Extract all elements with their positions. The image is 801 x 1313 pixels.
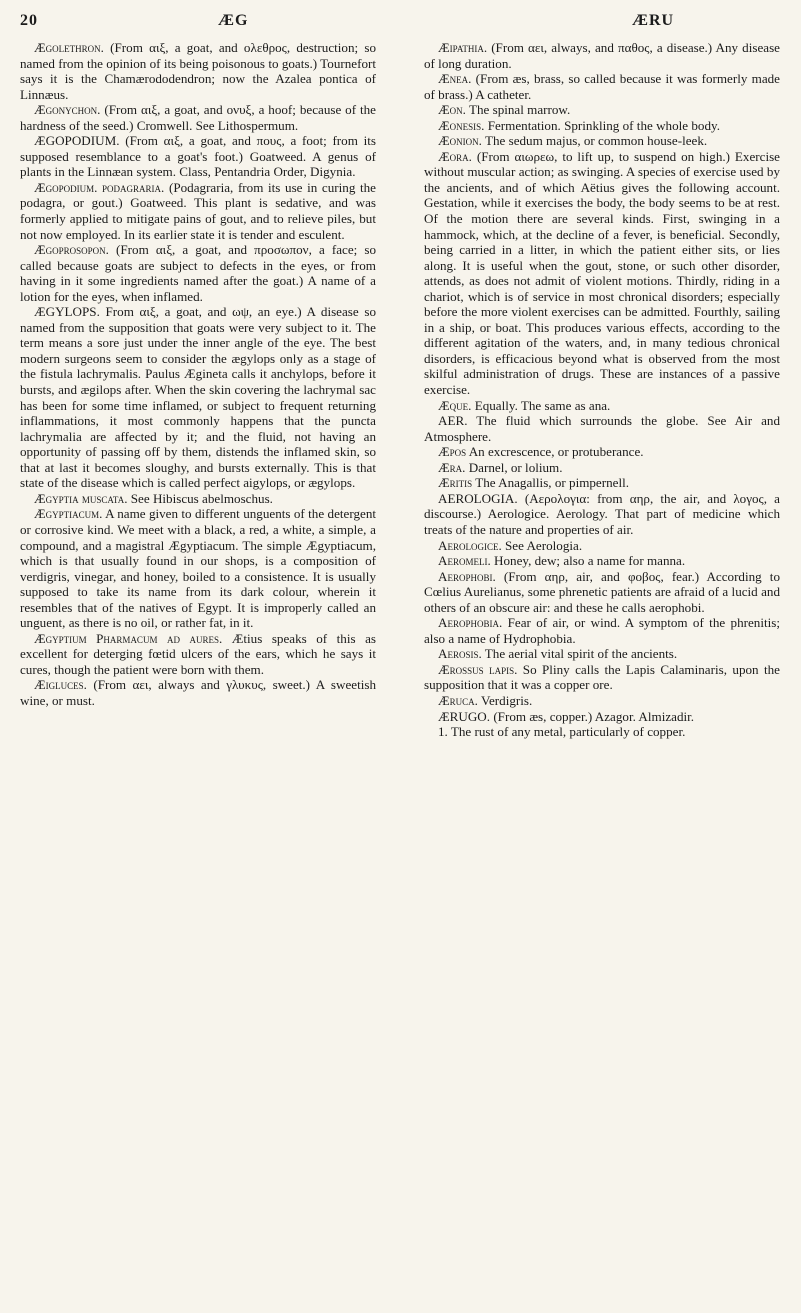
- dictionary-entry: [424, 413, 780, 444]
- entry-text: Ætius speaks of this as excellent for deterging fœtid ulcers of the ears, which he says it cures, though the patient were born with them.: [20, 630, 376, 677]
- dictionary-entry: [20, 242, 376, 304]
- entry-text: The aerial vital spirit of the ancients.: [484, 646, 678, 662]
- left-column: [20, 40, 376, 709]
- entry-text: (Podagraria, from its use in curing the podagra, or gout.) Goatweed. This plant is sedative, and was formerly applied to mitigate pains of gout, and to relieve piles, but not now employed. In its earlier state it is tender and esculent.: [20, 179, 376, 242]
- entry-text: Fermentation. Sprinkling of the whole body.: [487, 117, 720, 133]
- entry-term: Æruca.: [438, 692, 478, 708]
- entry-text: See Aerologia.: [505, 537, 583, 553]
- entry-term: Aerologice.: [438, 537, 502, 553]
- entry-text: (From αηρ, air, and φοβος, fear.) According to Cœlius Aurelianus, some phrenetic patients are afraid of a lucid and others of an obscure air: and these he calls aerophobi.: [424, 568, 780, 615]
- entry-term: Æipathia.: [438, 40, 488, 55]
- entry-term: Ægyptium Pharmacum ad aures.: [34, 630, 223, 646]
- entry-term: Ægoprosopon.: [34, 242, 109, 258]
- entry-term: ÆGOPODIUM.: [34, 133, 120, 149]
- entry-term: Æonion.: [438, 133, 482, 149]
- entry-term: Aerosis.: [438, 646, 482, 662]
- entry-term: Æonesis.: [438, 117, 485, 133]
- dictionary-entry: [424, 693, 780, 709]
- dictionary-entry: [424, 71, 780, 102]
- entry-text: (From αιξ, a goat, and ονυξ, a hoof; because of the hardness of the seed.) Cromwell. See Lithospermum.: [20, 102, 376, 133]
- dictionary-entry: [424, 475, 780, 491]
- entry-term: Æora.: [438, 148, 472, 164]
- dictionary-entry: [424, 538, 780, 554]
- entry-term: Aerophobia.: [438, 615, 503, 631]
- entry-term: Aerophobi.: [438, 568, 496, 584]
- entry-term: Æritis: [438, 475, 473, 491]
- dictionary-entry: [424, 491, 780, 538]
- entry-term: Æon.: [438, 102, 466, 118]
- dictionary-entry: [424, 646, 780, 662]
- entry-text: See Hibiscus abelmoschus.: [130, 490, 273, 506]
- entry-text: (From αιξ, a goat, and πους, a foot; from its supposed resemblance to a goat's foot.) Goatweed. A genus of plants in the Linnæan system. Class, Pentandria Order, Digynia.: [20, 133, 376, 180]
- entry-term: ÆRUGO.: [438, 708, 491, 724]
- entry-text: (From αιξ, a goat, and ολεθρος, destruction; so named from the opinion of its being poisonous to goats.) Tournefort says it is the Chamærododendron; now the Azalea pontica of Linnæus.: [20, 40, 377, 102]
- entry-text: (From æs, brass, so called because it was formerly made of brass.) A catheter.: [424, 71, 780, 102]
- dictionary-entry: [424, 662, 780, 693]
- entry-text: (From αει, always and γλυκυς, sweet.) A sweetish wine, or must.: [20, 677, 376, 708]
- running-header: [20, 6, 761, 34]
- dictionary-entry: [20, 40, 376, 102]
- entry-term: Ægopodium. podagraria.: [34, 179, 165, 195]
- entry-text: The fluid which surrounds the globe. See Air and Atmosphere.: [424, 413, 780, 444]
- entry-text: Darnel, or lolium.: [468, 459, 563, 475]
- dictionary-entry: [20, 506, 376, 630]
- entry-text: So Pliny calls the Lapis Calaminaris, upon the supposition that it was a copper ore.: [424, 661, 780, 693]
- entry-text: (From αιωρεω, to lift up, to suspend on high.) Exercise without muscular action; as swinging. A species of exercise used by the ancients, and of which Aëtius gives the following account. Gestation, while it exercises the body, the body seems to be at rest. Of the motion there are several kinds. First, swinging in a hammock, which, at the decline of a fever, is beneficial. Secondly, being carried in a litter, in which the patient either sits, or lies along. It is useful when the gout, stone, or such other disorder, attends, as does not admit of violent motions. Thirdly, riding in a chariot, which is of service in most chronical disorders; especially before the more violent exercises can be admitted. Fourthly, sailing in a ship, or boat. This produces various effects, according to the different agitation of the waters, and, in many tedious chronical disorders, is efficacious beyond what is observed from the most skilful administration of drugs. These are instances of a passive exercise.: [424, 148, 780, 398]
- entry-term: Aeromeli.: [438, 553, 491, 569]
- entry-text: Fear of air, or wind. A symptom of the phrenitis; also a name of Hydrophobia.: [424, 615, 780, 646]
- dictionary-entry: [424, 398, 780, 414]
- entry-text: (Αερολογια: from αηρ, the air, and λογος, a discourse.) Aerologice. Aerology. That part of medicine which treats of the nature and properties of air.: [424, 490, 780, 537]
- dictionary-entry: [424, 40, 780, 71]
- entry-text: Equally. The same as ana.: [474, 397, 611, 413]
- dictionary-entry: [424, 118, 780, 134]
- entry-term: Ænea.: [438, 71, 472, 87]
- dictionary-entry: [424, 102, 780, 118]
- entry-term: Ægonychon.: [34, 102, 101, 118]
- entry-term: AEROLOGIA.: [438, 490, 518, 506]
- right-column: [424, 40, 780, 740]
- dictionary-entry: [424, 724, 780, 740]
- entry-term: Ægolethron.: [34, 40, 104, 55]
- entry-text: The spinal marrow.: [468, 102, 571, 118]
- dictionary-entry: [424, 460, 780, 476]
- dictionary-entry: [424, 569, 780, 616]
- dictionary-entry: [20, 133, 376, 180]
- dictionary-entry: [424, 615, 780, 646]
- dictionary-entry: [424, 709, 780, 725]
- entry-term: Ægyptiacum.: [34, 506, 103, 522]
- entry-text: The Anagallis, or pimpernell.: [475, 475, 630, 491]
- entry-text: (From æs, copper.) Azagor. Almizadir.: [493, 708, 695, 724]
- entry-text: 1. The rust of any metal, particularly of copper.: [438, 724, 686, 740]
- entry-term: Ægyptia muscata.: [34, 490, 128, 506]
- entry-text: From αιξ, a goat, and ωψ, an eye.) A disease so named from the supposition that goats were very subject to it. The term means a sore just under the inner angle of the eye. The best modern surgeons seem to consider the ægylops only as a stage of the fistula lachrymalis. Paulus Ægineta calls it anchylops, before it bursts, and ægilops after. When the skin covering the lachrymal sac has been for some time inflamed, or subject to frequent returning inflammations, it most commonly happens that the puncta lachrymalia are affected by it; and the fluid, not having an opportunity of passing off by them, distends the inflamed skin, so that at last it becomes sloughy, and bursts externally. This is that state of the disease which is called perfect aigylops, or ægylops.: [20, 304, 376, 491]
- entry-text: Verdigris.: [480, 692, 533, 708]
- dictionary-entry: [424, 133, 780, 149]
- dictionary-entry: [424, 149, 780, 398]
- dictionary-entry: [20, 102, 376, 133]
- left-running-head: ÆG: [218, 12, 249, 29]
- entry-term: Ærossus lapis.: [438, 661, 518, 677]
- dictionary-entry: [20, 677, 376, 708]
- entry-text: (From αει, always, and παθος, a disease.) Any disease of long duration.: [424, 40, 780, 71]
- entry-text: The sedum majus, or common house-leek.: [484, 133, 708, 149]
- entry-text: A name given to different unguents of the detergent or corrosive kind. We meet with a black, a red, a white, a simple, a compound, and a magistral Ægyptiacum. The simple Ægyptiacum, which is that usually found in our shops, is a composition of verdigris, vinegar, and honey, boiled to a consistence. It is usually supposed to take its name from its dark colour, wherein it resembles that of the natives of Egypt. It is improperly called an unguent, as there is no oil, or rather fat, in it.: [20, 506, 377, 631]
- dictionary-entry: [20, 491, 376, 507]
- dictionary-entry: [20, 631, 376, 678]
- entry-term: ÆGYLOPS.: [34, 304, 100, 320]
- dictionary-entry: [20, 180, 376, 242]
- dictionary-entry: [424, 553, 780, 569]
- entry-term: Æra.: [438, 459, 466, 475]
- entry-text: Honey, dew; also a name for manna.: [494, 553, 686, 569]
- dictionary-entry: [424, 444, 780, 460]
- right-running-head: ÆRU: [632, 12, 675, 29]
- entry-text: An excrescence, or protuberance.: [468, 444, 644, 460]
- entry-term: Æpos: [438, 444, 467, 460]
- entry-text: (From αιξ, a goat, and προσωπον, a face; so called because goats are subject to defects in the eyes, or from having in it some ingredients named after the goat.) A name of a lotion for the eyes, when inflamed.: [20, 242, 376, 304]
- entry-term: AER.: [438, 413, 468, 429]
- entry-term: Æque.: [438, 397, 472, 413]
- dictionary-entry: [20, 304, 376, 491]
- entry-term: Æigluces.: [34, 677, 87, 693]
- page-number: 20: [20, 12, 38, 29]
